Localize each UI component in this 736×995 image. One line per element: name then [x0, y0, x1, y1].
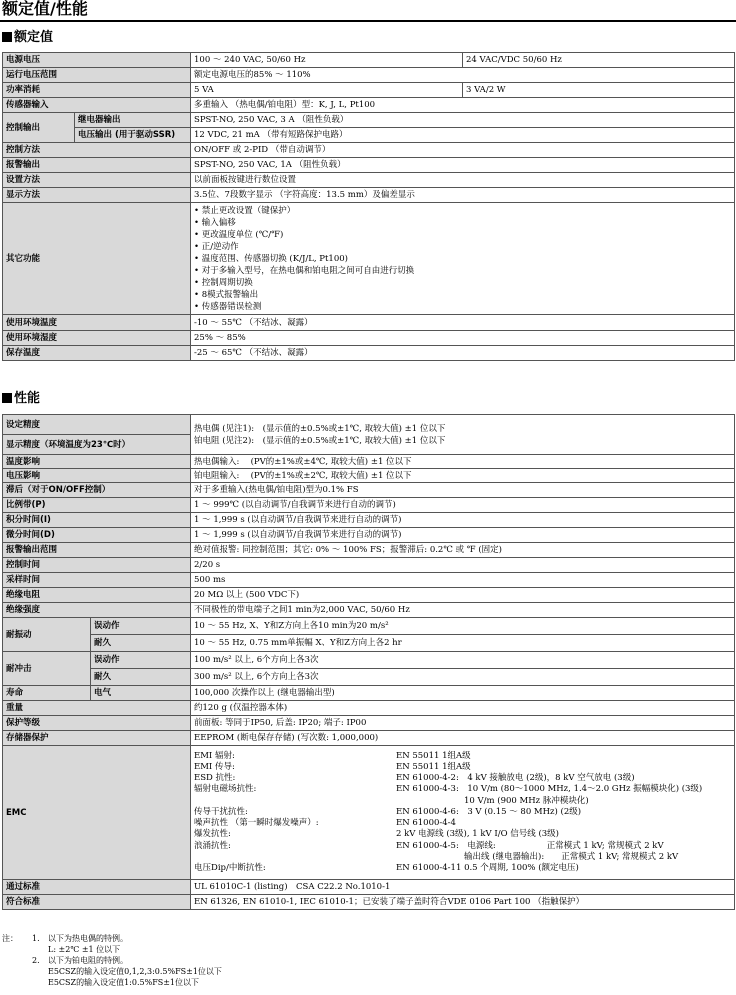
row-sublabel: 误动作	[91, 652, 191, 669]
row-value: 不同极性的带电端子之间1 min为2,000 VAC, 50/60 Hz	[191, 603, 735, 618]
emc-item-label: EMI 传导:	[194, 762, 235, 773]
notes-prefix: 注：	[2, 934, 18, 943]
row-value: 24 VAC/VDC 50/60 Hz	[463, 53, 735, 68]
note-number: 2.	[32, 956, 40, 965]
row-value: 10 ～ 55 Hz, X、Y和Z方向上各10 min为20 m/s²	[191, 618, 735, 635]
row-value: 多重输入 （热电偶/铂电阻）型：K, J, L, Pt100	[191, 98, 735, 113]
row-label: 重量	[3, 701, 191, 716]
row-value: -25 ～ 65℃ （不结冰、凝露）	[191, 346, 735, 361]
table-row	[3, 143, 735, 158]
table-row	[3, 669, 735, 686]
list-item: • 正/逆动作	[194, 241, 239, 252]
row-value: -10 ～ 55℃ （不结冰、凝露）	[191, 315, 735, 331]
row-value: 1 ～ 999℃ (以自动调节/自我调节来进行自动的调节)	[191, 498, 735, 513]
row-value: EN 61326, EN 61010-1, IEC 61010-1；已安装了端子盖时符合VDE 0106 Part 100 （指触保护）	[191, 895, 735, 910]
row-value: ON/OFF 或 2-PID （带自动调节）	[191, 143, 735, 158]
row-label: EMC	[3, 746, 191, 880]
list-item: • 8模式报警输出	[194, 289, 259, 300]
emc-row	[194, 751, 731, 762]
emc-item-value: EN 55011 1组A级	[396, 750, 471, 761]
accuracy-thermocouple: 热电偶 (见注1): (显示值的±0.5%或±1℃, 取较大值) ±1 位以下	[194, 423, 446, 434]
emc-values	[191, 746, 735, 880]
table-row	[3, 895, 735, 910]
row-value: 12 VDC, 21 mA （带有短路保护电路）	[191, 128, 735, 143]
ratings-heading	[2, 30, 53, 46]
emc-item-value: EN 61000-4-5: 电源线: 正常模式 1 kV; 常规模式 2 kV	[396, 840, 664, 851]
row-sublabel: 电压输出 (用于驱动SSR)	[75, 128, 191, 143]
footnote-1-detail: L: ±2℃ ±1 位以下	[48, 945, 121, 954]
row-label: 功率消耗	[3, 83, 191, 98]
row-label: 耐振动	[3, 618, 91, 652]
performance-table	[2, 414, 735, 910]
footnote-2-detail: E5CSZ的输入设定值1:0.5%FS±1位以下	[48, 978, 200, 987]
row-value	[191, 415, 735, 455]
square-bullet-icon	[2, 32, 12, 42]
row-value: 铂电阻输入: (PV的±1%或±2℃, 取较大值) ±1 位以下	[191, 469, 735, 483]
row-sublabel: 电气	[91, 686, 191, 701]
row-label: 报警输出	[3, 158, 191, 173]
table-row	[3, 513, 735, 528]
row-value: 对于多重输入(热电偶/铂电阻)型为0.1% FS	[191, 483, 735, 498]
table-row	[3, 128, 735, 143]
table-row	[3, 498, 735, 513]
emc-row	[194, 784, 731, 795]
row-value: 10 ～ 55 Hz, 0.75 mm单振幅 X、Y和Z方向上各2 hr	[191, 635, 735, 652]
emc-item-label: ESD 抗性:	[194, 773, 236, 784]
emc-item-label: 传导干扰抗性:	[194, 806, 248, 817]
table-row	[3, 483, 735, 498]
row-label: 通过标准	[3, 880, 191, 895]
row-value	[191, 203, 735, 315]
emc-item-value: EN 61000-4-6: 3 V (0.15 ～ 80 MHz) (2级)	[396, 806, 582, 817]
table-row	[3, 686, 735, 701]
row-value: SPST-NO, 250 VAC, 1A （阻性负载）	[191, 158, 735, 173]
emc-row	[194, 852, 731, 863]
emc-row	[194, 841, 731, 852]
row-label: 存储器保护	[3, 731, 191, 746]
table-row	[3, 53, 735, 68]
page-title: 额定值/性能	[2, 0, 88, 18]
row-label: 比例带(P)	[3, 498, 191, 513]
row-label: 其它功能	[3, 203, 191, 315]
table-row	[3, 603, 735, 618]
row-sublabel: 耐久	[91, 669, 191, 686]
row-label: 积分时间(I)	[3, 513, 191, 528]
list-item: • 传感器错误检测	[194, 301, 262, 312]
row-value: 前面板: 等同于IP50, 后盖: IP20; 端子: IP00	[191, 716, 735, 731]
performance-heading	[2, 391, 40, 407]
emc-item-value: 输出线 (继电器输出): 正常模式 1 kV; 常规模式 2 kV	[396, 851, 679, 862]
accuracy-platinum: 铂电阻 (见注2): (显示值的±0.5%或±1℃, 取较大值) ±1 位以下	[194, 435, 446, 446]
table-row	[3, 558, 735, 573]
row-label: 报警输出范围	[3, 543, 191, 558]
table-row	[3, 880, 735, 895]
emc-item-value: EN 55011 1组A级	[396, 762, 471, 773]
row-label: 电源电压	[3, 53, 191, 68]
row-value: EEPROM (断电保存存储) (写次数: 1,000,000)	[191, 731, 735, 746]
row-value: 25% ～ 85%	[191, 331, 735, 346]
list-item: • 更改温度单位 (℃/℉)	[194, 229, 284, 240]
table-row	[3, 415, 735, 435]
row-label: 采样时间	[3, 573, 191, 588]
emc-item-value: EN 61000-4-4	[396, 818, 456, 829]
row-value: 100 m/s² 以上, 6个方向上各3次	[191, 652, 735, 669]
footnote-1	[2, 933, 402, 944]
row-label: 滞后（对于ON/OFF控制）	[3, 483, 191, 498]
footnotes	[2, 933, 402, 988]
row-value: 5 VA	[191, 83, 463, 98]
table-row	[3, 331, 735, 346]
row-value: 3.5位、7段数字显示 （字符高度：13.5 mm）及偏差显示	[191, 188, 735, 203]
row-value: 2/20 s	[191, 558, 735, 573]
table-row	[3, 455, 735, 469]
table-row	[3, 543, 735, 558]
title-rule	[0, 20, 736, 22]
emc-row	[194, 863, 731, 874]
row-label: 显示精度（环境温度为23℃时）	[3, 435, 191, 455]
emc-item-value: 10 V/m (900 MHz 脉冲模块化)	[396, 795, 589, 806]
table-row	[3, 469, 735, 483]
row-label: 控制时间	[3, 558, 191, 573]
row-label: 控制输出	[3, 113, 75, 143]
note-number: 1.	[32, 934, 40, 943]
row-label: 电压影响	[3, 469, 191, 483]
row-value: 500 ms	[191, 573, 735, 588]
table-row	[3, 68, 735, 83]
row-value: 1 ～ 1,999 s (以自动调节/自我调节来进行自动的调节)	[191, 513, 735, 528]
table-row	[3, 746, 735, 880]
table-row	[3, 113, 735, 128]
row-sublabel: 误动作	[91, 618, 191, 635]
row-value: 额定电源电压的85% ～ 110%	[191, 68, 735, 83]
row-value: 约120 g (仅温控器本体)	[191, 701, 735, 716]
table-row	[3, 618, 735, 635]
row-sublabel: 耐久	[91, 635, 191, 652]
emc-item-label: 爆发抗性:	[194, 829, 231, 840]
emc-item-label: EMI 辐射:	[194, 750, 235, 761]
emc-row	[194, 762, 731, 773]
emc-item-value: EN 61000-4-11 0.5 个周期, 100% (额定电压)	[396, 862, 579, 873]
list-item: • 控制周期切换	[194, 277, 253, 288]
footnote-2	[2, 955, 402, 966]
row-label: 保存温度	[3, 346, 191, 361]
row-label: 绝缘强度	[3, 603, 191, 618]
table-row	[3, 588, 735, 603]
table-row	[3, 701, 735, 716]
row-label: 温度影响	[3, 455, 191, 469]
row-label: 保护等级	[3, 716, 191, 731]
ratings-heading-text: 额定值	[14, 30, 54, 45]
row-label: 耐冲击	[3, 652, 91, 686]
emc-item-label: 辐射电磁场抗性:	[194, 784, 257, 795]
row-label: 微分时间(D)	[3, 528, 191, 543]
row-value: 热电偶输入: (PV的±1%或±4℃, 取较大值) ±1 位以下	[191, 455, 735, 469]
table-row	[3, 528, 735, 543]
row-sublabel: 继电器输出	[75, 113, 191, 128]
table-row	[3, 98, 735, 113]
row-label: 运行电压范围	[3, 68, 191, 83]
table-row	[3, 652, 735, 669]
emc-row	[194, 807, 731, 818]
list-item: • 对于多输入型号，在热电偶和铂电阻之间可自由进行切换	[194, 265, 415, 276]
row-value: 300 m/s² 以上, 6个方向上各3次	[191, 669, 735, 686]
footnote-2-detail: E5CSZ的输入设定值0,1,2,3:0.5%FS±1位以下	[48, 967, 222, 976]
table-row	[3, 635, 735, 652]
table-row	[3, 158, 735, 173]
row-label: 设定精度	[3, 415, 191, 435]
row-value: 100 ～ 240 VAC, 50/60 Hz	[191, 53, 463, 68]
square-bullet-icon	[2, 393, 12, 403]
row-value: SPST-NO, 250 VAC, 3 A （阻性负载）	[191, 113, 735, 128]
table-row	[3, 716, 735, 731]
table-row	[3, 188, 735, 203]
row-value: 1 ～ 1,999 s (以自动调节/自我调节来进行自动的调节)	[191, 528, 735, 543]
emc-row	[194, 796, 731, 807]
note-text: 以下为铂电阻的特例。	[48, 956, 128, 965]
performance-heading-text: 性能	[14, 391, 41, 406]
note-text: 以下为热电偶的特例。	[48, 934, 128, 943]
row-label: 符合标准	[3, 895, 191, 910]
row-label: 使用环境温度	[3, 315, 191, 331]
emc-item-value: 2 kV 电源线 (3级), 1 kV I/O 信号线 (3级)	[396, 829, 559, 840]
row-value: 3 VA/2 W	[463, 83, 735, 98]
row-label: 使用环境湿度	[3, 331, 191, 346]
row-label: 传感器输入	[3, 98, 191, 113]
table-row	[3, 731, 735, 746]
row-value: 100,000 次操作以上 (继电器输出型)	[191, 686, 735, 701]
row-value: 绝对值报警: 同控制范围；其它: 0% ～ 100% FS；报警滞后: 0.2℃ 或 ℉ (固定)	[191, 543, 735, 558]
row-value: 20 MΩ 以上 (500 VDC下)	[191, 588, 735, 603]
emc-item-value: EN 61000-4-2: 4 kV 接触放电 (2级)，8 kV 空气放电 (3级)	[396, 773, 635, 784]
ratings-table	[2, 52, 735, 361]
emc-item-label: 噪声抗性 （第一瞬时爆发噪声）:	[194, 818, 319, 829]
list-item: • 温度范围、传感器切换 (K/J/L, Pt100)	[194, 253, 348, 264]
list-item: • 输入偏移	[194, 217, 236, 228]
table-row	[3, 315, 735, 331]
emc-item-label: 电压Dip/中断抗性:	[194, 862, 266, 873]
emc-row	[194, 773, 731, 784]
table-row	[3, 203, 735, 315]
table-row	[3, 573, 735, 588]
row-label: 设置方法	[3, 173, 191, 188]
emc-item-label: 浪涌抗性:	[194, 840, 231, 851]
row-value: 以前面板按键进行数位设置	[191, 173, 735, 188]
table-row	[3, 83, 735, 98]
row-label: 显示方法	[3, 188, 191, 203]
row-value: UL 61010C-1 (listing) CSA C22.2 No.1010-1	[191, 880, 735, 895]
list-item: • 禁止更改设置（键保护）	[194, 205, 296, 216]
emc-row	[194, 829, 731, 840]
row-label: 绝缘电阻	[3, 588, 191, 603]
row-label: 控制方法	[3, 143, 191, 158]
row-label: 寿命	[3, 686, 91, 701]
table-row	[3, 346, 735, 361]
emc-item-value: EN 61000-4-3: 10 V/m (80～1000 MHz, 1.4～2.0 GHz 振幅模块化) (3级)	[396, 784, 703, 795]
table-row	[3, 173, 735, 188]
emc-row	[194, 818, 731, 829]
